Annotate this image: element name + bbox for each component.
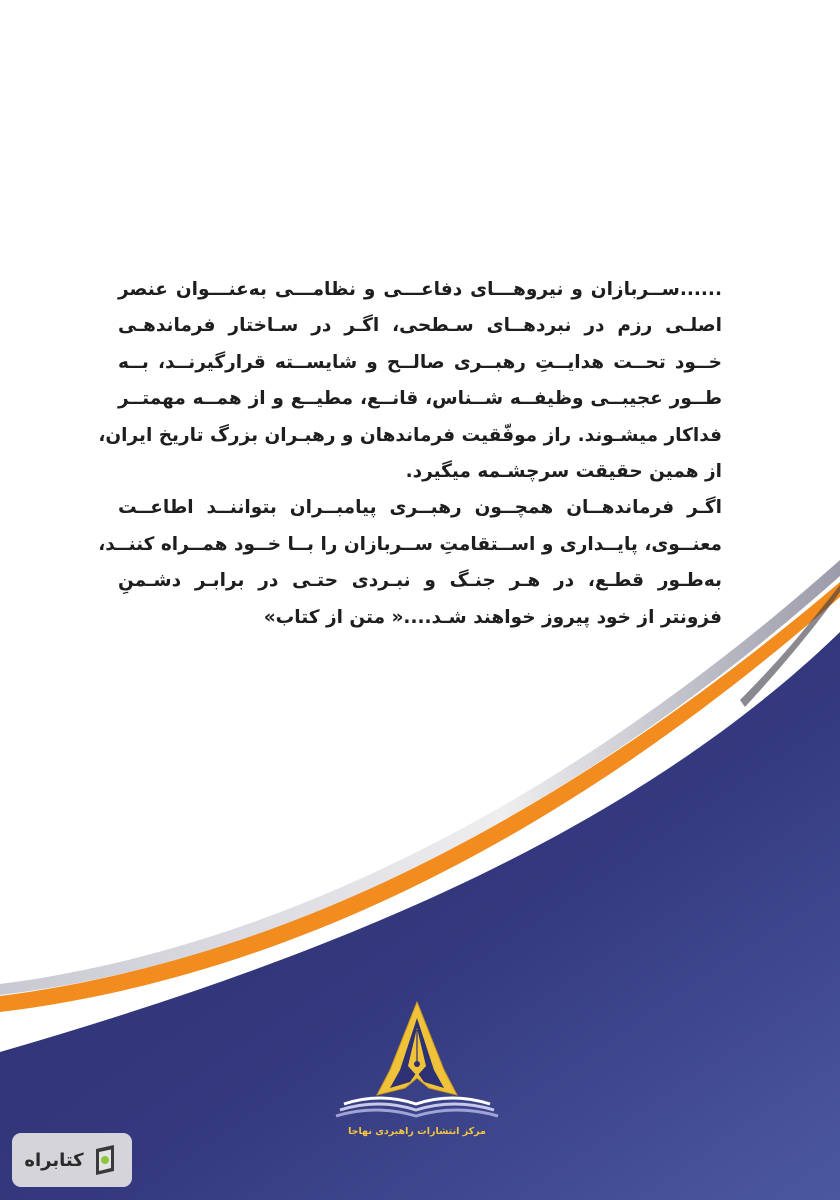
text-line: فزونتر از خود پیروز خواهند شـد....« متن از کتاب» [263,606,722,628]
text-line: اگـر فرماندهــان همچــون رهبــری پیامبــران بتواننــد اطاعــت [118,497,722,519]
publisher-name: مرکز انتشارات راهبردی نهاجا [348,1126,486,1137]
text-line: خــود تحــت هدایــتِ رهبــری صالــح و شایســته قرارگیرنــد، بــه [118,351,722,373]
paragraph-1 [98,272,722,490]
ketabrah-logo-icon [90,1143,120,1177]
watermark-label: کتابراه [24,1149,84,1171]
text-line: طــور عجیبــی وظیفــه شــناس، قانــع، مطیــع و از همــه مهمتــر [118,388,722,410]
publisher-logo [330,1000,504,1150]
text-line: به‌طـور قطـع، در هـر جنـگ و نبـردی حتـی در برابـر دشـمنِ [118,570,722,592]
text-line: اصلـی رزم در نبردهــای سـطحی، اگـر در سـاختار فرماندهـی [118,315,722,337]
text-line: از همین حقیقت سرچشـمه میگیرد. [405,461,722,483]
text-line: معنــوی، پایــداری و اســتقامتِ ســربازان را بــا خــود همــراه کننــد، [98,533,722,555]
text-line: فداکار میشـوند. راز موفّقیت فرماندهان و رهبـران بزرگ تاریخ ایران، [98,424,722,446]
paragraph-2 [98,490,722,636]
text-line: ......ســربازان و نیروهـــای دفاعـــی و نظامـــی به‌عنـــوان عنصر [118,279,722,300]
ketabrah-watermark[interactable] [12,1133,132,1187]
publisher-logo-icon [330,1000,504,1118]
back-cover-text [98,272,722,636]
